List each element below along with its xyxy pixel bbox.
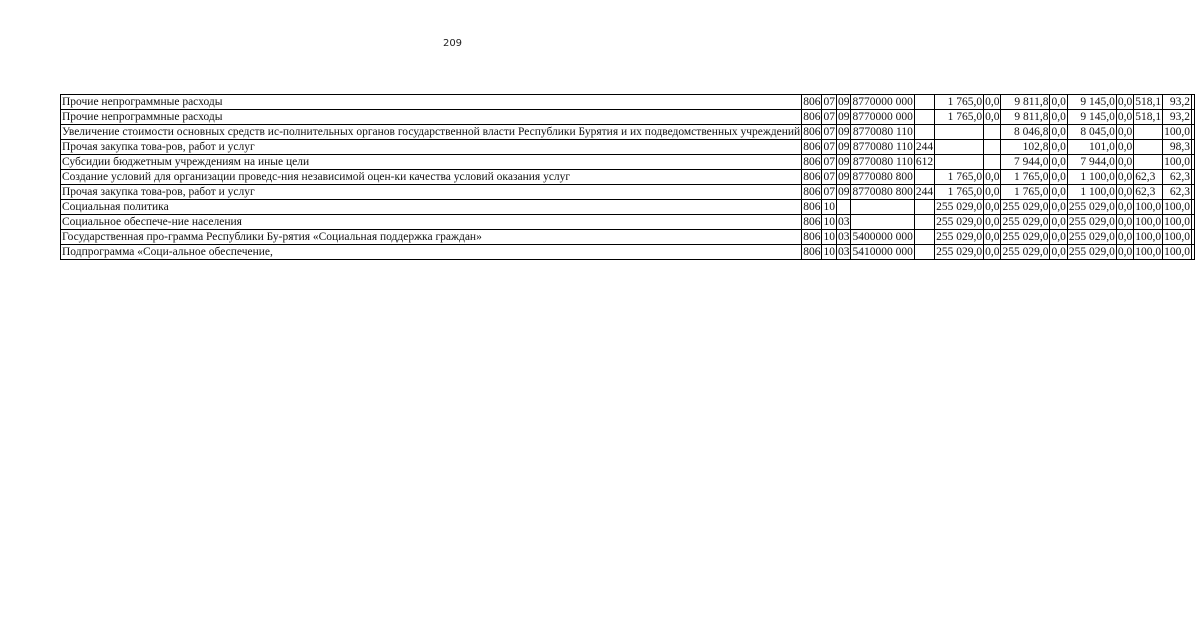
value-cell-3: 9 811,8 — [1001, 110, 1050, 125]
ved-code-cell: 806 — [803, 141, 821, 153]
value-cell-6: 0,0 — [1117, 231, 1133, 243]
budget-table — [60, 94, 1195, 260]
value-cell-3: 8 046,8 — [1001, 125, 1050, 140]
value-cell-4: 0,0 — [1051, 246, 1066, 258]
value-cell-5: 255 029,0 — [1068, 201, 1115, 213]
percent-cell-2: 100,0 — [1164, 246, 1190, 258]
subsection-code-cell: 09 — [837, 186, 850, 198]
percent-cell-1 — [1134, 140, 1163, 155]
table-row — [61, 230, 1195, 245]
value-cell-3: 255 029,0 — [1002, 231, 1049, 243]
value-cell-1 — [935, 140, 984, 155]
section-code-cell: 07 — [823, 156, 835, 168]
section-code-cell: 10 — [823, 246, 835, 258]
target-article-cell: 8770000 000 — [852, 111, 913, 123]
value-cell-6: 0,0 — [1117, 156, 1133, 168]
percent-cell-1: 62,3 — [1134, 185, 1163, 200]
ved-code-cell: 806 — [803, 231, 821, 243]
value-cell-1: 255 029,0 — [936, 246, 983, 258]
value-cell-2: 0,0 — [985, 201, 1000, 213]
value-cell-5: 7 944,0 — [1067, 155, 1116, 170]
value-cell-5: 9 145,0 — [1067, 110, 1116, 125]
ved-code-cell: 806 — [803, 126, 821, 138]
value-cell-2: 0,0 — [985, 96, 1000, 108]
value-cell-4: 0,0 — [1051, 201, 1066, 213]
expense-type-cell — [914, 125, 934, 140]
section-code-cell: 10 — [823, 201, 835, 213]
section-code-cell: 07 — [823, 141, 835, 153]
ved-code-cell: 806 — [803, 216, 821, 228]
empty-cell — [1191, 185, 1194, 200]
subsection-code-cell: 09 — [837, 156, 850, 168]
value-cell-2: 0,0 — [985, 216, 1000, 228]
ved-code-cell: 806 — [803, 201, 821, 213]
value-cell-4: 0,0 — [1051, 141, 1066, 153]
value-cell-2: 0,0 — [985, 246, 1000, 258]
section-code-cell: 10 — [823, 231, 835, 243]
value-cell-2 — [984, 155, 1001, 170]
value-cell-1: 1 765,0 — [935, 170, 984, 185]
percent-cell-2: 93,2 — [1163, 95, 1192, 110]
table-row — [61, 170, 1195, 185]
value-cell-6: 0,0 — [1117, 186, 1133, 198]
value-cell-2 — [984, 125, 1001, 140]
percent-cell-2: 98,3 — [1163, 140, 1192, 155]
percent-cell-1: 100,0 — [1135, 216, 1162, 228]
target-article-cell: 8770000 000 — [852, 96, 913, 108]
percent-cell-1: 100,0 — [1135, 231, 1162, 243]
percent-cell-2: 100,0 — [1164, 216, 1190, 228]
value-cell-6: 0,0 — [1117, 216, 1133, 228]
empty-cell — [1191, 170, 1194, 185]
percent-cell-2: 100,0 — [1164, 126, 1190, 138]
percent-cell-2: 100,0 — [1164, 156, 1190, 168]
value-cell-4: 0,0 — [1051, 231, 1066, 243]
value-cell-3: 9 811,8 — [1001, 95, 1050, 110]
ved-code-cell: 806 — [803, 96, 821, 108]
subsection-code-cell — [836, 200, 851, 215]
percent-cell-2: 93,2 — [1163, 110, 1192, 125]
subsection-code-cell: 09 — [837, 126, 850, 138]
subsection-code-cell: 03 — [837, 216, 850, 228]
row-name-cell: Прочие непрограммные расходы — [61, 95, 802, 110]
target-article-cell: 8770080 110 — [852, 141, 913, 153]
row-name-cell: Субсидии бюджетным учреждениям на иные цели — [61, 155, 802, 170]
target-article-cell: 8770080 800 — [852, 186, 913, 198]
table-row — [61, 125, 1195, 140]
empty-cell — [1191, 230, 1194, 245]
value-cell-5: 255 029,0 — [1068, 216, 1115, 228]
percent-cell-1: 62,3 — [1134, 170, 1163, 185]
expense-type-cell — [914, 95, 934, 110]
value-cell-4: 0,0 — [1051, 171, 1066, 183]
value-cell-2: 0,0 — [985, 171, 1000, 183]
value-cell-2: 0,0 — [985, 231, 1000, 243]
value-cell-6: 0,0 — [1117, 171, 1133, 183]
target-article-cell: 8770080 110 — [852, 126, 913, 138]
value-cell-6: 0,0 — [1117, 111, 1133, 123]
value-cell-4: 0,0 — [1051, 96, 1066, 108]
section-code-cell: 10 — [823, 216, 835, 228]
value-cell-1 — [935, 155, 984, 170]
value-cell-3: 7 944,0 — [1001, 155, 1050, 170]
value-cell-5: 8 045,0 — [1067, 125, 1116, 140]
row-name-cell: Создание условий для организации проведс-ния независимой оцен-ки качества условий оказания услуг — [61, 170, 802, 185]
percent-cell-1: 100,0 — [1135, 201, 1162, 213]
value-cell-5: 255 029,0 — [1068, 246, 1115, 258]
value-cell-1: 1 765,0 — [935, 110, 984, 125]
target-article-cell — [851, 215, 914, 230]
row-name-cell: Социальное обеспече-ние населения — [61, 215, 802, 230]
value-cell-6: 0,0 — [1117, 141, 1133, 153]
ved-code-cell: 806 — [803, 111, 821, 123]
value-cell-5: 9 145,0 — [1067, 95, 1116, 110]
target-article-cell: 8770080 110 — [852, 156, 913, 168]
ved-code-cell: 806 — [803, 246, 821, 258]
table-row — [61, 200, 1195, 215]
value-cell-1: 255 029,0 — [936, 231, 983, 243]
value-cell-2: 0,0 — [985, 186, 1000, 198]
expense-type-cell: 244 — [915, 141, 934, 153]
value-cell-4: 0,0 — [1051, 186, 1066, 198]
expense-type-cell — [914, 230, 934, 245]
value-cell-2 — [984, 140, 1001, 155]
subsection-code-cell: 09 — [837, 171, 850, 183]
expense-type-cell — [914, 110, 934, 125]
table-row — [61, 110, 1195, 125]
row-name-cell: Прочие непрограммные расходы — [61, 110, 802, 125]
value-cell-1: 255 029,0 — [936, 216, 983, 228]
value-cell-1 — [935, 125, 984, 140]
value-cell-6: 0,0 — [1117, 246, 1133, 258]
expense-type-cell — [914, 215, 934, 230]
target-article-cell: 5400000 000 — [852, 231, 913, 243]
expense-type-cell — [914, 245, 934, 260]
table-row — [61, 215, 1195, 230]
row-name-cell: Прочая закупка това-ров, работ и услуг — [61, 140, 802, 155]
expense-type-cell — [914, 200, 934, 215]
empty-cell — [1191, 215, 1194, 230]
percent-cell-2: 62,3 — [1163, 170, 1192, 185]
section-code-cell: 07 — [823, 171, 835, 183]
row-name-cell: Социальная политика — [61, 200, 802, 215]
subsection-code-cell: 03 — [837, 231, 850, 243]
row-name-cell: Подпрограмма «Соци-альное обеспечение, — [61, 245, 802, 260]
value-cell-6: 0,0 — [1117, 126, 1133, 138]
expense-type-cell: 244 — [915, 186, 934, 198]
value-cell-1: 1 765,0 — [935, 185, 984, 200]
section-code-cell: 07 — [823, 111, 835, 123]
target-article-cell: 8770080 800 — [852, 171, 913, 183]
row-name-cell: Государственная про-грамма Республики Бу-рятия «Социальная поддержка граждан» — [61, 230, 802, 245]
value-cell-5: 255 029,0 — [1068, 231, 1115, 243]
value-cell-3: 102,8 — [1001, 140, 1050, 155]
percent-cell-2: 62,3 — [1163, 185, 1192, 200]
value-cell-5: 1 100,0 — [1067, 185, 1116, 200]
value-cell-3: 255 029,0 — [1002, 216, 1049, 228]
ved-code-cell: 806 — [803, 186, 821, 198]
subsection-code-cell: 09 — [837, 96, 850, 108]
value-cell-4: 0,0 — [1051, 126, 1066, 138]
expense-type-cell — [914, 170, 934, 185]
value-cell-1: 255 029,0 — [936, 201, 983, 213]
value-cell-4: 0,0 — [1051, 111, 1066, 123]
value-cell-6: 0,0 — [1117, 96, 1133, 108]
percent-cell-2: 100,0 — [1164, 201, 1190, 213]
value-cell-3: 255 029,0 — [1002, 246, 1049, 258]
section-code-cell: 07 — [823, 186, 835, 198]
value-cell-1: 1 765,0 — [935, 95, 984, 110]
target-article-cell — [851, 200, 914, 215]
subsection-code-cell: 09 — [837, 111, 850, 123]
table-row — [61, 155, 1195, 170]
value-cell-2: 0,0 — [985, 111, 1000, 123]
table-row — [61, 140, 1195, 155]
percent-cell-1: 518,1 — [1135, 96, 1162, 108]
percent-cell-1: 518,1 — [1135, 111, 1162, 123]
table-row — [61, 95, 1195, 110]
subsection-code-cell: 03 — [837, 246, 850, 258]
table-row — [61, 245, 1195, 260]
table-row — [61, 185, 1195, 200]
empty-cell — [1191, 110, 1194, 125]
row-name-cell: Прочая закупка това-ров, работ и услуг — [61, 185, 802, 200]
value-cell-3: 1 765,0 — [1001, 185, 1050, 200]
percent-cell-1 — [1134, 125, 1163, 140]
empty-cell — [1191, 140, 1194, 155]
percent-cell-1: 100,0 — [1135, 246, 1162, 258]
value-cell-5: 1 100,0 — [1067, 170, 1116, 185]
empty-cell — [1191, 95, 1194, 110]
page-number: 209 — [442, 38, 463, 49]
empty-cell — [1191, 245, 1194, 260]
percent-cell-1 — [1134, 155, 1163, 170]
value-cell-6: 0,0 — [1117, 201, 1133, 213]
value-cell-5: 101,0 — [1067, 140, 1116, 155]
section-code-cell: 07 — [823, 126, 835, 138]
ved-code-cell: 806 — [803, 171, 821, 183]
value-cell-4: 0,0 — [1051, 216, 1066, 228]
value-cell-4: 0,0 — [1051, 156, 1066, 168]
section-code-cell: 07 — [823, 96, 835, 108]
subsection-code-cell: 09 — [837, 141, 850, 153]
value-cell-3: 1 765,0 — [1001, 170, 1050, 185]
row-name-cell: Увеличение стоимости основных средств ис-полнительных органов государственной власти Республики Бурятия и их подведомственных учреждений — [62, 126, 801, 138]
value-cell-3: 255 029,0 — [1002, 201, 1049, 213]
ved-code-cell: 806 — [803, 156, 821, 168]
percent-cell-2: 100,0 — [1164, 231, 1190, 243]
expense-type-cell: 612 — [915, 156, 934, 168]
empty-cell — [1191, 155, 1194, 170]
empty-cell — [1191, 200, 1194, 215]
target-article-cell: 5410000 000 — [852, 246, 913, 258]
empty-cell — [1191, 125, 1194, 140]
